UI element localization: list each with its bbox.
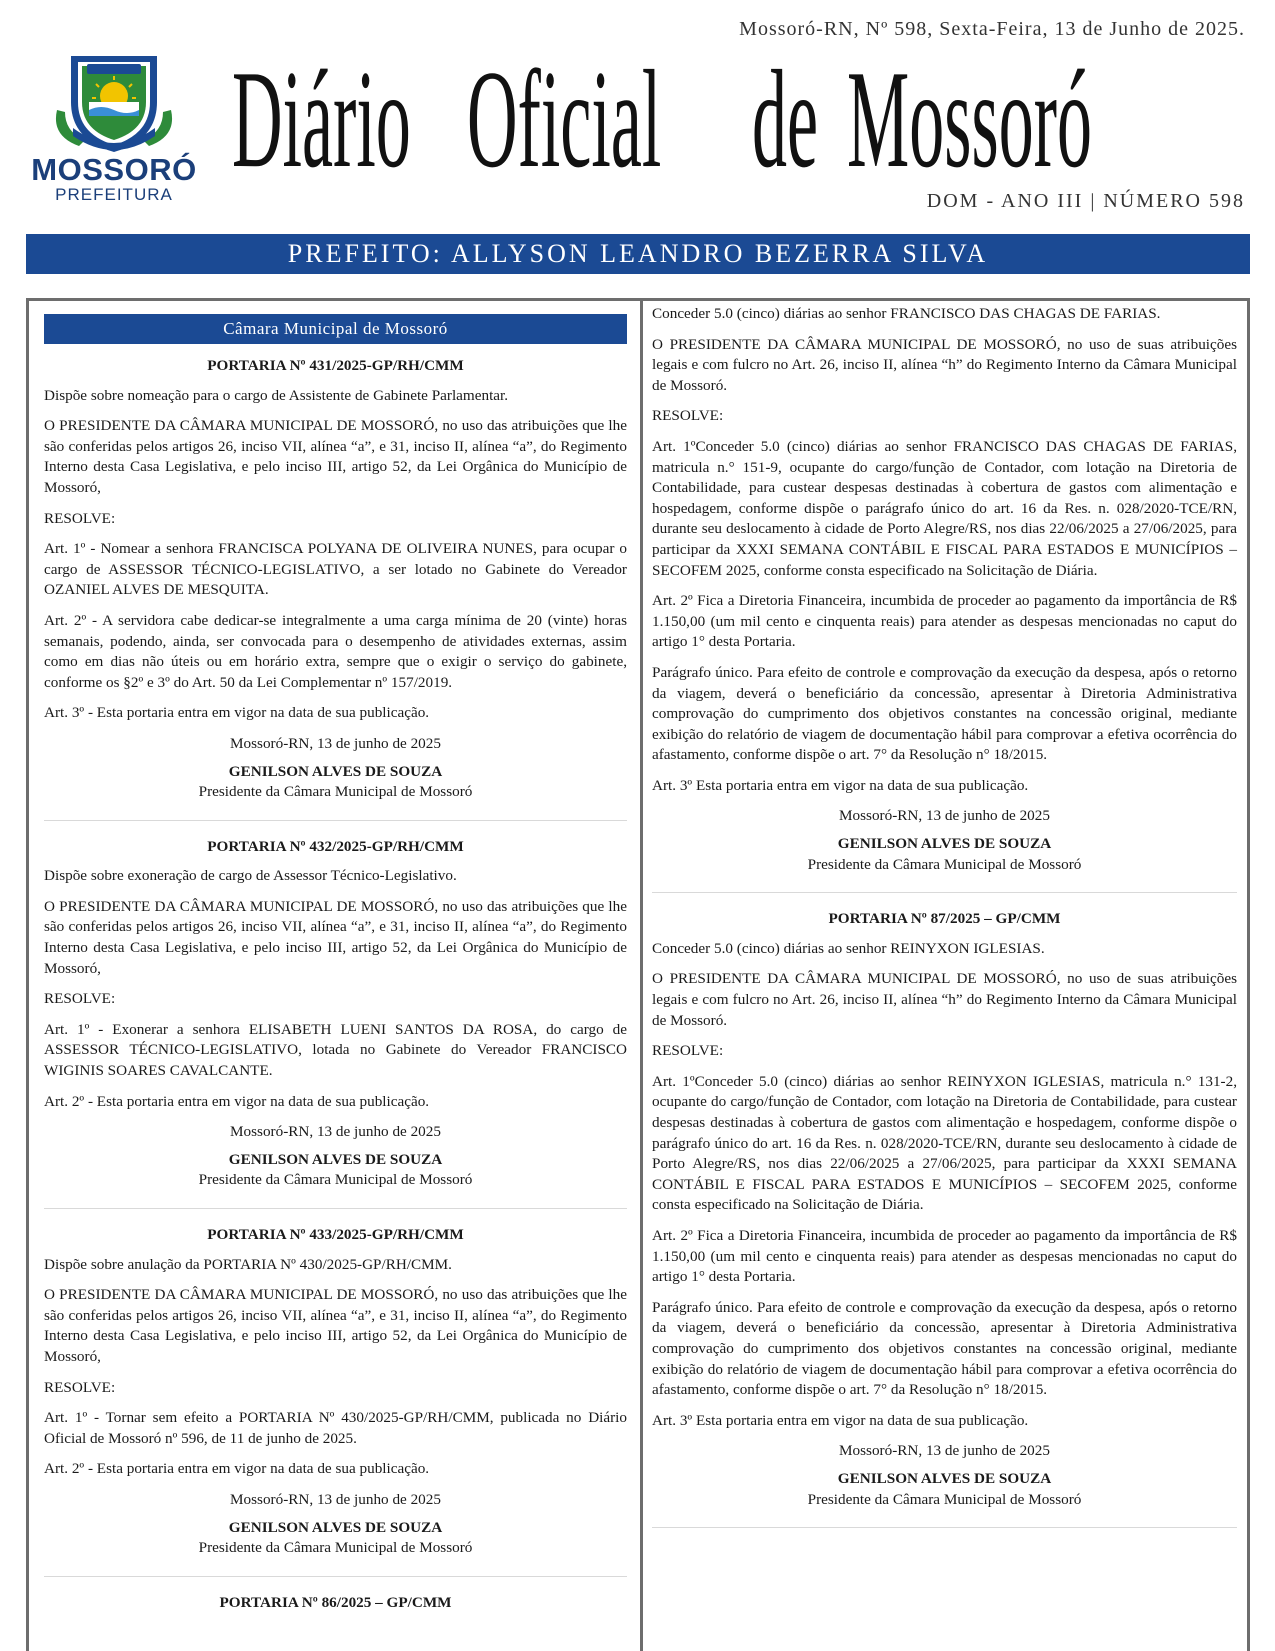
portaria-title: PORTARIA Nº 87/2025 – GP/CMM [828, 910, 1061, 928]
title-word-diario: Diário [232, 40, 411, 188]
portaria-paragrafo-unico: Parágrafo único. Para efeito de controle e comprovação da execução da despesa, após o retorno da viagem, deverá o beneficiário da concessão, apresentar à Diretoria Administrativa comprovação do cumprimento dos objetivos constantes na concessão original, mediante exibição do relatório de viagem de documentação hábil para comprovar a efetiva ocorrência do afastamento, conforme dispõe o art. 7° da Resolução n° 18/2015. [652, 1298, 1237, 1399]
portaria-86-continued [652, 304, 1237, 875]
title-word-mossoro: Mossoró [847, 40, 1092, 188]
portaria-title: PORTARIA Nº 431/2025-GP/RH/CMM [207, 357, 464, 374]
portaria-art1: Art. 1º - Nomear a senhora FRANCISCA POLYANA DE OLIVEIRA NUNES, para ocupar o cargo de ASSESSOR TÉCNICO-LEGISLATIVO, a ser lotado no Gabinete do Vereador OZANIEL ALVES DE MESQUITA. [44, 540, 627, 599]
divider [652, 892, 1237, 893]
portaria-art2: Art. 2º - Esta portaria entra em vigor na data de sua publicação. [44, 1092, 430, 1110]
portaria-resolve: RESOLVE: [44, 509, 116, 527]
right-column [652, 304, 1237, 1544]
portaria-432 [44, 837, 627, 1191]
portaria-art1: Art. 1º - Exonerar a senhora ELISABETH LUENI SANTOS DA ROSA, do cargo de ASSESSOR TÉCNICO-LEGISLATIVO, lotada no Gabinete do Vereador FRANCISCO WIGINIS SOARES CAVALCANTE. [44, 1020, 627, 1080]
signer-role: Presidente da Câmara Municipal de Mossoró [198, 1171, 473, 1189]
signer-role: Presidente da Câmara Municipal de Mossoró [198, 1539, 473, 1557]
masthead-header [0, 0, 1275, 275]
portaria-title: PORTARIA Nº 433/2025-GP/RH/CMM [207, 1226, 464, 1243]
portaria-ementa: Dispõe sobre nomeação para o cargo de Assistente de Gabinete Parlamentar. [44, 386, 509, 404]
portaria-art2: Art. 2º - Esta portaria entra em vigor na data de sua publicação. [44, 1460, 430, 1478]
portaria-title: PORTARIA Nº 432/2025-GP/RH/CMM [207, 837, 464, 855]
signature-place-date: Mossoró-RN, 13 de junho de 2025 [839, 807, 1050, 825]
prefeitura-logo [24, 50, 204, 210]
portaria-art3: Art. 3º Esta portaria entra em vigor na data de sua publicação. [652, 1411, 1029, 1429]
title-word-de: de [752, 40, 819, 188]
divider [44, 1208, 627, 1209]
portaria-art2: Art. 2º Fica a Diretoria Financeira, incumbida de proceder ao pagamento da importância de R$ 1.150,00 (um mil cento e cinquenta reais) para atender as despesas mencionadas no caput do artigo 1° desta Portaria. [652, 592, 1237, 651]
signer-role: Presidente da Câmara Municipal de Mossoró [198, 783, 473, 801]
portaria-art1: Art. 1º - Tornar sem efeito a PORTARIA Nº 430/2025-GP/RH/CMM, publicada no Diário Oficial de Mossoró nº 596, de 11 de junho de 2025. [44, 1409, 627, 1447]
portaria-art1: Art. 1ºConceder 5.0 (cinco) diárias ao senhor REINYXON IGLESIAS, matricula n.° 131-2, ocupante do cargo/função de Contador, com lotação na Diretoria de Contabilidade, para custear despesas destinadas à cobertura de gastos com alimentação e hospedagem, conforme dispõe o parágrafo único do art. 16 da Res. n. 028/2020-TCE/RN, durante seu deslocamento à cidade de Porto Alegre/RS, nos dias 22/06/2025 a 27/06/2025, para participar da XXXI SEMANA CONTÁBIL E FISCAL PARA ESTADOS E MUNICÍPIOS – SECOFEM 2025, conforme consta especificado na Solicitação de Diária. [652, 1072, 1237, 1214]
signature-place-date: Mossoró-RN, 13 de junho de 2025 [230, 734, 441, 752]
portaria-ementa: Conceder 5.0 (cinco) diárias ao senhor REINYXON IGLESIAS. [652, 939, 1045, 957]
portaria-resolve: RESOLVE: [652, 1042, 724, 1060]
edition-number-line: DOM - ANO III | NÚMERO 598 [926, 190, 1245, 212]
logo-name: MOSSORÓ [31, 152, 197, 187]
divider [44, 1576, 627, 1577]
portaria-ementa: Dispõe sobre exoneração de cargo de Assessor Técnico-Legislativo. [44, 867, 457, 885]
signature-place-date: Mossoró-RN, 13 de junho de 2025 [230, 1490, 441, 1508]
portaria-ementa: Dispõe sobre anulação da PORTARIA Nº 430/2025-GP/RH/CMM. [44, 1255, 452, 1273]
divider [44, 820, 627, 821]
signature-place-date: Mossoró-RN, 13 de junho de 2025 [230, 1123, 441, 1141]
portaria-paragrafo-unico: Parágrafo único. Para efeito de controle e comprovação da execução da despesa, após o retorno da viagem, deverá o beneficiário da concessão, apresentar à Diretoria Administrativa comprovação do cumprimento dos objetivos constantes na concessão original, mediante exibição do relatório de viagem de documentação hábil para comprovar a efetiva ocorrência do afastamento, conforme dispõe o art. 7° da Resolução n° 18/2015. [652, 663, 1237, 764]
signer-name: GENILSON ALVES DE SOUZA [228, 1518, 443, 1536]
portaria-preambulo: O PRESIDENTE DA CÂMARA MUNICIPAL DE MOSSORÓ, no uso das atribuições que lhe são conferidas pelos artigos 26, inciso VII, alínea “a”, e 31, inciso II, alínea “a”, do Regimento Interno desta Casa Legislativa, e pelo inciso III, artigo 52, da Lei Orgânica do Município de Mossoró, [44, 417, 627, 496]
edition-date-line: Mossoró-RN, Nº 598, Sexta-Feira, 13 de Junho de 2025. [739, 18, 1245, 40]
signer-role: Presidente da Câmara Municipal de Mossoró [807, 1490, 1082, 1508]
portaria-resolve: RESOLVE: [44, 990, 116, 1008]
signer-name: GENILSON ALVES DE SOUZA [228, 762, 443, 780]
divider [652, 1527, 1237, 1528]
portaria-ementa: Conceder 5.0 (cinco) diárias ao senhor FRANCISCO DAS CHAGAS DE FARIAS. [652, 305, 1161, 322]
portaria-art3: Art. 3º - Esta portaria entra em vigor na data de sua publicação. [44, 704, 430, 722]
portaria-preambulo: O PRESIDENTE DA CÂMARA MUNICIPAL DE MOSSORÓ, no uso de suas atribuições legais e com fulcro no Art. 26, inciso II, alínea “h” do Regimento Interno da Câmara Municipal de Mossoró. [652, 970, 1237, 1029]
signer-name: GENILSON ALVES DE SOUZA [228, 1150, 443, 1168]
portaria-art2: Art. 2º - A servidora cabe dedicar-se integralmente a uma carga mínima de 20 (vinte) horas semanais, podendo, ainda, ser convocada para o desempenho de atividades externas, assim como em dias não úteis ou em horário extra, sempre que o exigir o serviço do gabinete, conforme os §2º e 3º do Art. 50 da Lei Complementar nº 157/2019. [44, 611, 627, 691]
title-word-oficial: Oficial [467, 40, 662, 188]
signer-name: GENILSON ALVES DE SOUZA [837, 835, 1052, 853]
portaria-art2: Art. 2º Fica a Diretoria Financeira, incumbida de proceder ao pagamento da importância de R$ 1.150,00 (um mil cento e cinquenta reais) para atender as despesas mencionadas no caput do artigo 1° desta Portaria. [652, 1226, 1237, 1286]
newspaper-title [232, 38, 1252, 188]
portaria-431 [44, 356, 627, 803]
signature-place-date: Mossoró-RN, 13 de junho de 2025 [839, 1442, 1050, 1460]
prefeito-banner: PREFEITO: ALLYSON LEANDRO BEZERRA SILVA [26, 234, 1250, 274]
portaria-87 [652, 909, 1237, 1510]
section-header: Câmara Municipal de Mossoró [44, 314, 627, 344]
portaria-resolve: RESOLVE: [44, 1378, 116, 1396]
signer-name: GENILSON ALVES DE SOUZA [837, 1469, 1052, 1487]
portaria-art1: Art. 1ºConceder 5.0 (cinco) diárias ao senhor FRANCISCO DAS CHAGAS DE FARIAS, matricula n.° 151-9, ocupante do cargo/função de Contador, com lotação na Diretoria de Contabilidade, para custear despesas destinadas à cobertura de gastos com alimentação e hospedagem, conforme dispõe o parágrafo único do art. 16 da Res. n. 028/2020-TCE/RN, durante seu deslocamento à cidade de Porto Alegre/RS, nos dias 22/06/2025 a 27/06/2025, para participar da XXXI SEMANA CONTÁBIL E FISCAL PARA ESTADOS E MUNICÍPIOS – SECOFEM 2025, conforme consta especificado na Solicitação de Diária. [652, 437, 1237, 579]
portaria-preambulo: O PRESIDENTE DA CÂMARA MUNICIPAL DE MOSSORÓ, no uso das atribuições que lhe são conferidas pelos artigos 26, inciso VII, alínea “a”, e 31, inciso II, alínea “a”, do Regimento Interno desta Casa Legislativa, e pelo inciso III, artigo 52, da Lei Orgânica do Município de Mossoró, [44, 1286, 627, 1365]
portaria-preambulo: O PRESIDENTE DA CÂMARA MUNICIPAL DE MOSSORÓ, no uso de suas atribuições legais e com fulcro no Art. 26, inciso II, alínea “h” do Regimento Interno da Câmara Municipal de Mossoró. [652, 335, 1237, 394]
portaria-433 [44, 1225, 627, 1559]
portaria-preambulo: O PRESIDENTE DA CÂMARA MUNICIPAL DE MOSSORÓ, no uso das atribuições que lhe são conferidas pelos artigos 26, inciso VII, alínea “a”, e 31, inciso II, alínea “a”, do Regimento Interno desta Casa Legislativa, e pelo inciso III, artigo 52, da Lei Orgânica do Município de Mossoró, [44, 897, 627, 977]
signer-role: Presidente da Câmara Municipal de Mossoró [807, 855, 1082, 873]
portaria-art3: Art. 3º Esta portaria entra em vigor na data de sua publicação. [652, 776, 1029, 794]
column-divider [640, 298, 643, 1651]
logo-subtitle: PREFEITURA [55, 185, 173, 204]
portaria-86-title: PORTARIA Nº 86/2025 – GP/CMM [219, 1593, 452, 1611]
municipal-crest-icon [51, 50, 177, 154]
left-column [44, 304, 627, 1622]
portaria-resolve: RESOLVE: [652, 407, 724, 425]
